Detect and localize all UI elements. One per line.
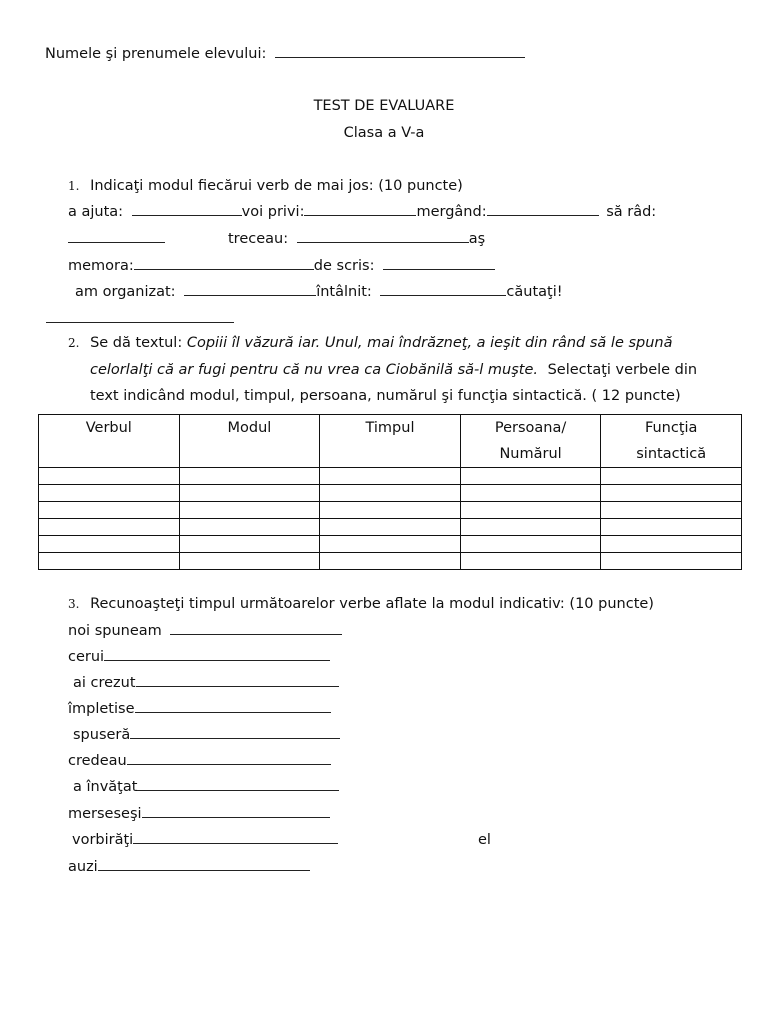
q1-answer-field[interactable]	[134, 257, 314, 270]
table-cell[interactable]	[39, 468, 180, 485]
q3-item	[68, 700, 331, 718]
table-cell[interactable]	[39, 536, 180, 553]
q1-item-a-ajuta: a ajuta:	[68, 204, 124, 220]
q2-task-line-2: Selectaţi verbele din	[547, 362, 698, 378]
q2-line-2	[90, 361, 697, 379]
q2-number: 2.	[68, 336, 80, 350]
q3-answer-field[interactable]	[136, 674, 339, 687]
q1-answer-field[interactable]	[297, 230, 469, 243]
q1-item-cautati: căutaţi!	[506, 284, 563, 300]
table-row	[39, 536, 742, 553]
q3-item	[73, 674, 339, 692]
q1-answer-field[interactable]	[46, 310, 234, 323]
q1-answer-field[interactable]	[68, 230, 165, 243]
table-cell[interactable]	[179, 553, 320, 570]
q3-item-label: a învăţat	[73, 779, 138, 795]
column-header-functia-sintactica: Funcţia sintactică	[601, 415, 742, 468]
table-cell[interactable]	[179, 468, 320, 485]
q3-item-el: el	[478, 832, 491, 848]
table-cell[interactable]	[601, 502, 742, 519]
table-cell[interactable]	[179, 536, 320, 553]
q1-item-sa-rad: să râd:	[606, 204, 657, 220]
q2-intro: Se dă textul:	[90, 335, 183, 351]
q1-item-treceau: treceau:	[228, 231, 289, 247]
student-name-field[interactable]	[275, 45, 525, 58]
table-cell[interactable]	[39, 553, 180, 570]
q1-answer-field[interactable]	[487, 203, 599, 216]
q3-prompt-text: Recunoaşteţi timpul următoarelor verbe aflate la modul indicativ: (10 puncte)	[90, 596, 654, 612]
test-subtitle: Clasa a V-a	[343, 125, 425, 141]
table-cell[interactable]	[460, 485, 601, 502]
q3-prompt	[68, 595, 654, 613]
column-header-modul: Modul	[179, 415, 320, 468]
q3-answer-field[interactable]	[104, 648, 330, 661]
q3-answer-field[interactable]	[135, 700, 331, 713]
table-cell[interactable]	[460, 468, 601, 485]
table-cell[interactable]	[601, 536, 742, 553]
q1-answer-field[interactable]	[383, 257, 495, 270]
q3-item-label: spuseră	[73, 727, 131, 743]
table-cell[interactable]	[601, 519, 742, 536]
q1-row-2	[68, 230, 165, 248]
q3-item	[68, 752, 331, 770]
q1-row-5	[46, 310, 234, 328]
table-cell[interactable]	[601, 485, 742, 502]
q3-item-label: auzi	[68, 859, 98, 875]
table-row	[39, 485, 742, 502]
q3-item	[72, 831, 338, 849]
table-row	[39, 553, 742, 570]
q1-row-3	[68, 257, 495, 275]
q3-item-label: vorbirăţi	[72, 832, 134, 848]
q2-quote-line-2: celorlalţi că ar fugi pentru că nu vrea ca Ciobănilă să-l muşte.	[90, 362, 538, 378]
q1-answer-field[interactable]	[380, 283, 506, 296]
q1-item-mergand: mergând:	[416, 204, 487, 220]
table-cell[interactable]	[320, 519, 461, 536]
q1-answer-field[interactable]	[184, 283, 316, 296]
q1-item-intalnit: întâlnit:	[316, 284, 372, 300]
q1-item-de-scris: de scris:	[313, 258, 375, 274]
table-row	[39, 468, 742, 485]
table-cell[interactable]	[460, 502, 601, 519]
table-cell[interactable]	[460, 553, 601, 570]
table-cell[interactable]	[320, 553, 461, 570]
q1-number: 1.	[68, 179, 80, 193]
q3-answer-field[interactable]	[137, 778, 339, 791]
q1-item-as: aş	[468, 231, 486, 247]
column-header-timpul: Timpul	[320, 415, 461, 468]
q3-item-label: cerui	[68, 649, 105, 665]
table-row	[39, 519, 742, 536]
q1-item-memora: memora:	[68, 258, 134, 274]
q1-item-voi-privi: voi privi:	[241, 204, 305, 220]
q3-item-label: noi spuneam	[68, 623, 162, 639]
q3-answer-field[interactable]	[133, 831, 338, 844]
table-cell[interactable]	[320, 468, 461, 485]
table-cell[interactable]	[601, 468, 742, 485]
table-header-row	[39, 415, 742, 468]
column-header-verbul: Verbul	[39, 415, 180, 468]
q3-item-label: ai crezut	[73, 675, 136, 691]
q1-row-1	[68, 203, 656, 221]
q3-item	[68, 648, 330, 666]
q1-row-4	[75, 283, 563, 301]
table-cell[interactable]	[460, 536, 601, 553]
table-row	[39, 502, 742, 519]
q3-answer-field[interactable]	[170, 622, 342, 635]
table-cell[interactable]	[320, 502, 461, 519]
q2-task-line-3: text indicând modul, timpul, persoana, numărul şi funcţia sintactică. ( 12 puncte)	[90, 388, 681, 404]
table-cell[interactable]	[601, 553, 742, 570]
table-cell[interactable]	[320, 536, 461, 553]
column-header-persoana-numarul: Persoana/ Numărul	[460, 415, 601, 468]
table-cell[interactable]	[179, 519, 320, 536]
student-name-row	[45, 45, 525, 63]
q3-item	[68, 858, 310, 876]
q1-answer-field[interactable]	[304, 203, 416, 216]
q3-item	[73, 726, 340, 744]
q3-answer-field[interactable]	[98, 858, 310, 871]
q1-row-2b	[228, 230, 485, 248]
q3-item	[68, 805, 330, 823]
test-title: TEST DE EVALUARE	[313, 98, 455, 114]
student-name-label: Numele şi prenumele elevului:	[45, 46, 267, 62]
table-cell[interactable]	[460, 519, 601, 536]
table-cell[interactable]	[39, 502, 180, 519]
q3-item	[68, 622, 342, 640]
q3-item	[73, 778, 339, 796]
table-cell[interactable]	[39, 519, 180, 536]
q3-answer-field[interactable]	[130, 726, 340, 739]
q1-prompt-text: Indicaţi modul fiecărui verb de mai jos: (10 puncte)	[90, 178, 463, 194]
q3-answer-field[interactable]	[127, 752, 331, 765]
table-cell[interactable]	[39, 485, 180, 502]
q3-item-label: credeau	[68, 753, 127, 769]
q3-item-label: împletise	[68, 701, 135, 717]
q1-answer-field[interactable]	[132, 203, 242, 216]
q2-answer-table	[38, 414, 742, 570]
q1-item-am-organizat: am organizat:	[75, 284, 176, 300]
q3-number: 3.	[68, 597, 80, 611]
q2-quote-line-1: Copiii îl văzură iar. Unul, mai îndrăzneţ, a ieşit din rând să le spună	[186, 335, 673, 351]
table-cell[interactable]	[179, 502, 320, 519]
q3-answer-field[interactable]	[142, 805, 330, 818]
q3-item-label: merseseşi	[68, 806, 142, 822]
q1-prompt	[68, 177, 463, 195]
q2-line-1	[68, 334, 673, 352]
table-cell[interactable]	[320, 485, 461, 502]
table-cell[interactable]	[179, 485, 320, 502]
